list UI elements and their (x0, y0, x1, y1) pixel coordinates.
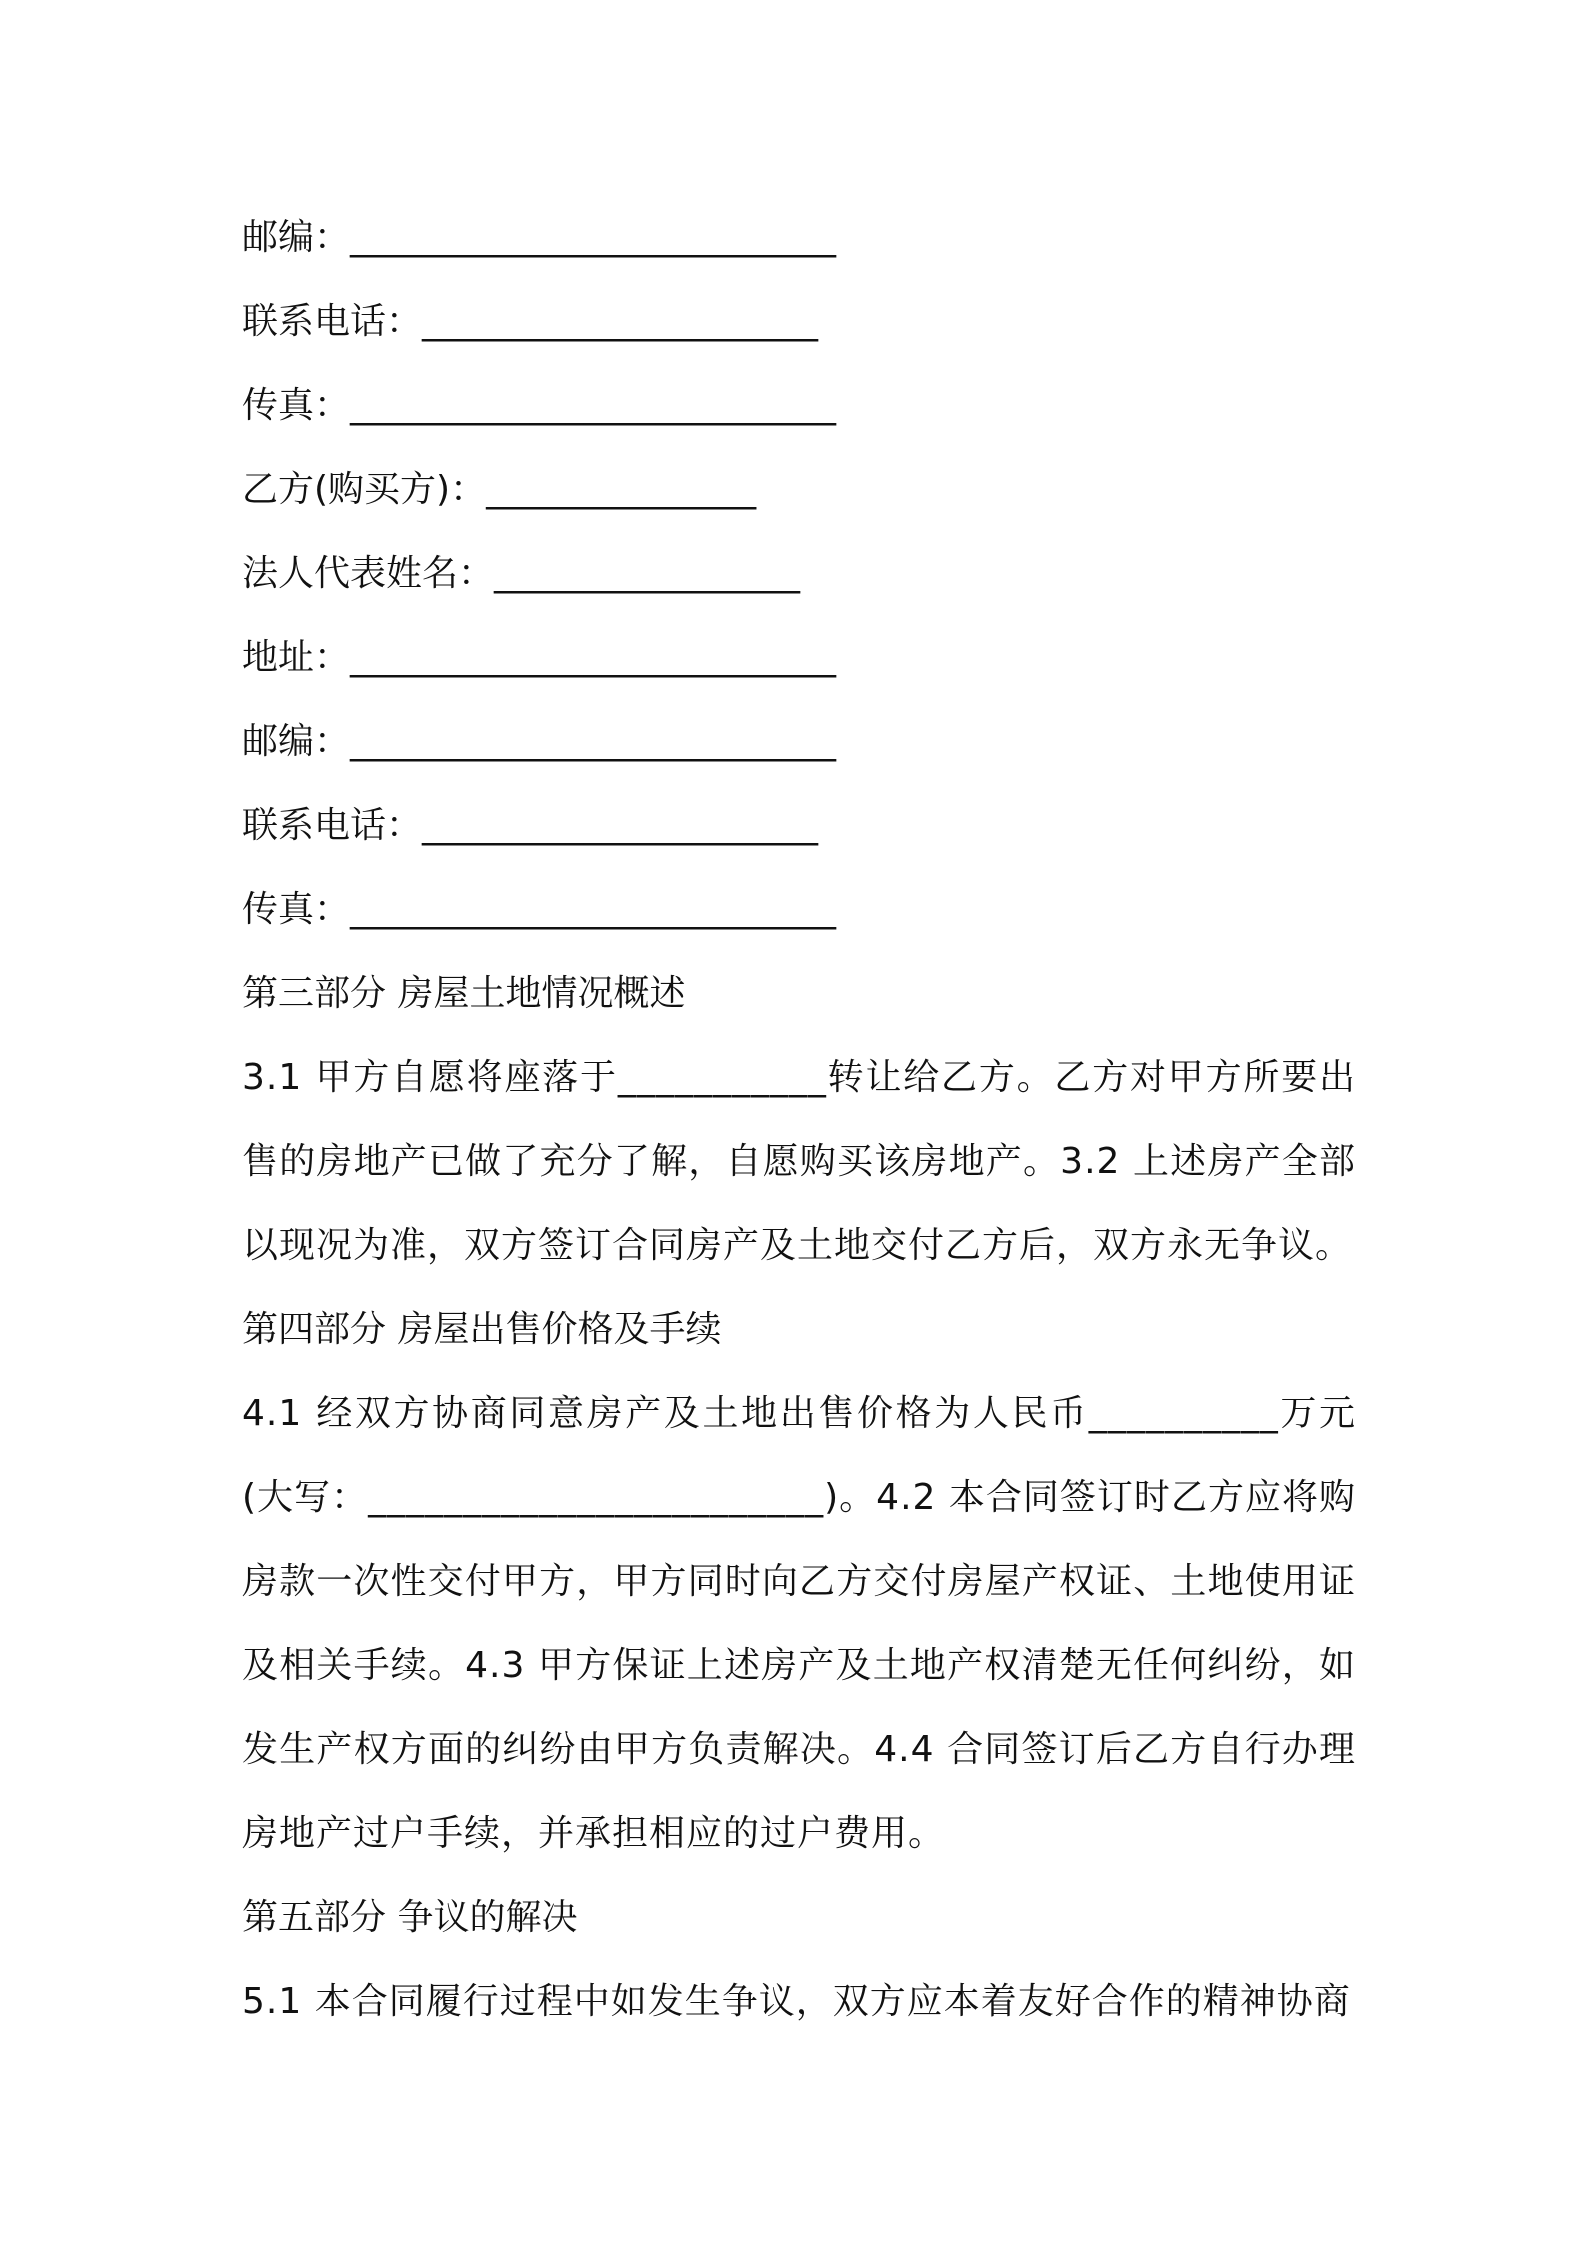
party-b-address-field: 地址：___________________________ (242, 637, 837, 678)
section-4-body: 4.1 经双方协商同意房产及土地出售价格为人民币__________万元(大写：________________________)。4.2 本合同签订时乙方应将购房款一次性交付甲方，甲方同时向乙方交付房屋产权证、土地使用证及相关手续。4.3 甲方保证上述房产及土地产权清楚无任何纠纷，如发生产权方面的纠纷由甲方负责解决。4.4 合同签订后乙方自行办理房地产过户手续，并承担相应的过户费用。 (242, 1393, 1356, 1854)
party-b-postcode-field: 邮编：___________________________ (242, 721, 837, 762)
party-a-phone-field: 联系电话：______________________ (242, 301, 819, 342)
party-a-fax-field: 传真：___________________________ (242, 385, 837, 426)
section-3-heading: 第三部分 房屋土地情况概述 (242, 973, 686, 1014)
party-b-legal-rep-field: 法人代表姓名：_________________ (242, 553, 801, 594)
party-b-buyer-field: 乙方(购买方)：_______________ (242, 469, 757, 510)
party-b-fax-field: 传真：___________________________ (242, 889, 837, 930)
section-4-heading: 第四部分 房屋出售价格及手续 (242, 1309, 722, 1350)
party-b-phone-field: 联系电话：______________________ (242, 805, 819, 846)
document-page (242, 196, 1356, 2044)
section-5-body: 5.1 本合同履行过程中如发生争议，双方应本着友好合作的精神协商 (242, 1981, 1351, 2022)
section-5-heading: 第五部分 争议的解决 (242, 1897, 578, 1938)
section-3-body: 3.1 甲方自愿将座落于___________转让给乙方。乙方对甲方所要出售的房地产已做了充分了解，自愿购买该房地产。3.2 上述房产全部以现况为准，双方签订合同房产及土地交付乙方后，双方永无争议。 (242, 1057, 1356, 1266)
party-a-postcode-field: 邮编：___________________________ (242, 217, 837, 258)
